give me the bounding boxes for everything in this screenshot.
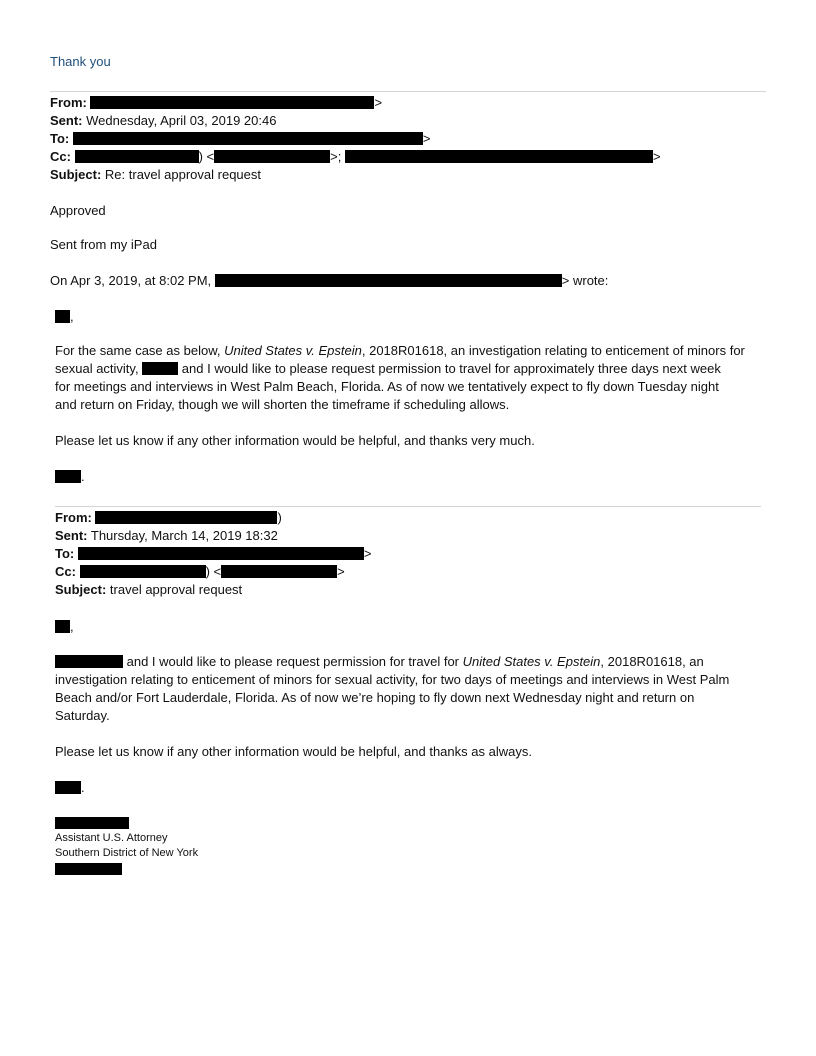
redaction-box [90, 96, 374, 109]
signature-title: Assistant U.S. Attorney [55, 832, 168, 844]
cc-separator: ) < [198, 149, 215, 164]
to-suffix: > [422, 131, 431, 146]
case-name: United States v. Epstein [224, 343, 362, 358]
redaction-box [78, 547, 364, 560]
quoted-paragraph-1 [55, 342, 745, 414]
orig-greeting [55, 618, 74, 636]
from-suffix: > [374, 95, 383, 110]
sent-label: Sent: [55, 528, 88, 543]
text-line: investigation relating to enticement of minors for sexual activity, for two days of meetings and interviews in West Palm [55, 672, 730, 687]
signature-office: Southern District of New York [55, 847, 199, 859]
case-name: United States v. Epstein [462, 654, 601, 669]
subject-label: Subject: [50, 167, 102, 182]
from-label: From: [55, 510, 92, 525]
redaction-box [73, 132, 423, 145]
text-line [55, 360, 745, 378]
cc-suffix: > [337, 564, 345, 579]
text-run: , 2018R01618, an investigation relating to enticement of minors for [361, 343, 745, 358]
signoff-punct: . [81, 780, 85, 795]
orig-to-row [55, 545, 371, 563]
text-line [55, 342, 745, 360]
header-divider [50, 91, 766, 92]
signature-name-redaction [55, 817, 129, 829]
cc-label: Cc: [50, 149, 71, 164]
orig-signoff [55, 779, 85, 797]
cc-separator: ) < [205, 564, 222, 579]
reply-cc-row [50, 148, 661, 166]
text-line: Saturday. [55, 708, 110, 723]
redaction-box [215, 274, 562, 287]
redaction-box [214, 150, 330, 163]
reply-sent-row [50, 112, 276, 130]
redaction-box [221, 565, 337, 578]
redaction-box [80, 565, 206, 578]
orig-cc-row [55, 563, 345, 581]
sent-label: Sent: [50, 113, 83, 128]
text-run: For the same case as below, [55, 343, 225, 358]
redaction-box [55, 655, 123, 668]
signature-contact-redaction [55, 863, 122, 875]
orig-paragraph-2: Please let us know if any other information would be helpful, and thanks as always. [55, 744, 532, 759]
sent-value: Wednesday, April 03, 2019 20:46 [86, 113, 277, 128]
redaction-box [95, 511, 277, 524]
text-line: and return on Friday, though we will shorten the timeframe if scheduling allows. [55, 397, 510, 412]
quote-intro [50, 272, 608, 290]
sent-value: Thursday, March 14, 2019 18:32 [90, 528, 278, 543]
quoted-paragraph-2: Please let us know if any other information would be helpful, and thanks very much. [55, 433, 535, 448]
redaction-box [55, 310, 70, 323]
signoff-punct: . [81, 469, 85, 484]
to-suffix: > [363, 546, 372, 561]
redaction-box [142, 362, 178, 375]
greeting-punct: , [70, 619, 74, 634]
reply-signature: Sent from my iPad [50, 237, 157, 252]
redaction-box [55, 781, 81, 794]
redaction-box [345, 150, 653, 163]
from-label: From: [50, 95, 87, 110]
reply-subject-row [50, 166, 261, 184]
redaction-box [55, 470, 81, 483]
reply-to-row [50, 130, 430, 148]
to-label: To: [55, 546, 75, 561]
redaction-box [55, 620, 70, 633]
quote-intro-prefix: On Apr 3, 2019, at 8:02 PM, [50, 273, 212, 288]
subject-label: Subject: [55, 582, 107, 597]
quote-intro-suffix: > wrote: [561, 273, 609, 288]
orig-sent-row [55, 527, 278, 545]
text-line [55, 653, 729, 671]
text-run: and I would like to please request permission for travel for [123, 654, 463, 669]
text-line: Beach and/or Fort Lauderdale, Florida. As of now we’re hoping to fly down next Wednesday night and return on [55, 690, 695, 705]
original-header-divider [55, 506, 761, 507]
text-run: , 2018R01618, an [600, 654, 704, 669]
quoted-greeting [55, 308, 74, 326]
quoted-signoff [55, 468, 85, 486]
orig-from-row [55, 509, 282, 527]
orig-subject-row [55, 581, 242, 599]
from-suffix: ) [277, 510, 282, 525]
cc-separator: >; [330, 149, 342, 164]
subject-value: travel approval request [109, 582, 243, 597]
to-label: To: [50, 131, 70, 146]
reply-body: Approved [50, 203, 106, 218]
cc-suffix: > [652, 149, 661, 164]
cc-label: Cc: [55, 564, 76, 579]
thank-you-text: Thank you [50, 54, 111, 69]
text-run: and I would like to please request permission to travel for approximately three days next week [178, 361, 721, 376]
orig-paragraph-1 [55, 653, 729, 725]
greeting-punct: , [70, 309, 74, 324]
text-run: sexual activity, [55, 361, 143, 376]
subject-value: Re: travel approval request [104, 167, 262, 182]
redaction-box [75, 150, 199, 163]
reply-from-row [50, 94, 382, 112]
text-line: for meetings and interviews in West Palm Beach, Florida. As of now we tentatively expect to fly down Tuesday night [55, 379, 719, 394]
